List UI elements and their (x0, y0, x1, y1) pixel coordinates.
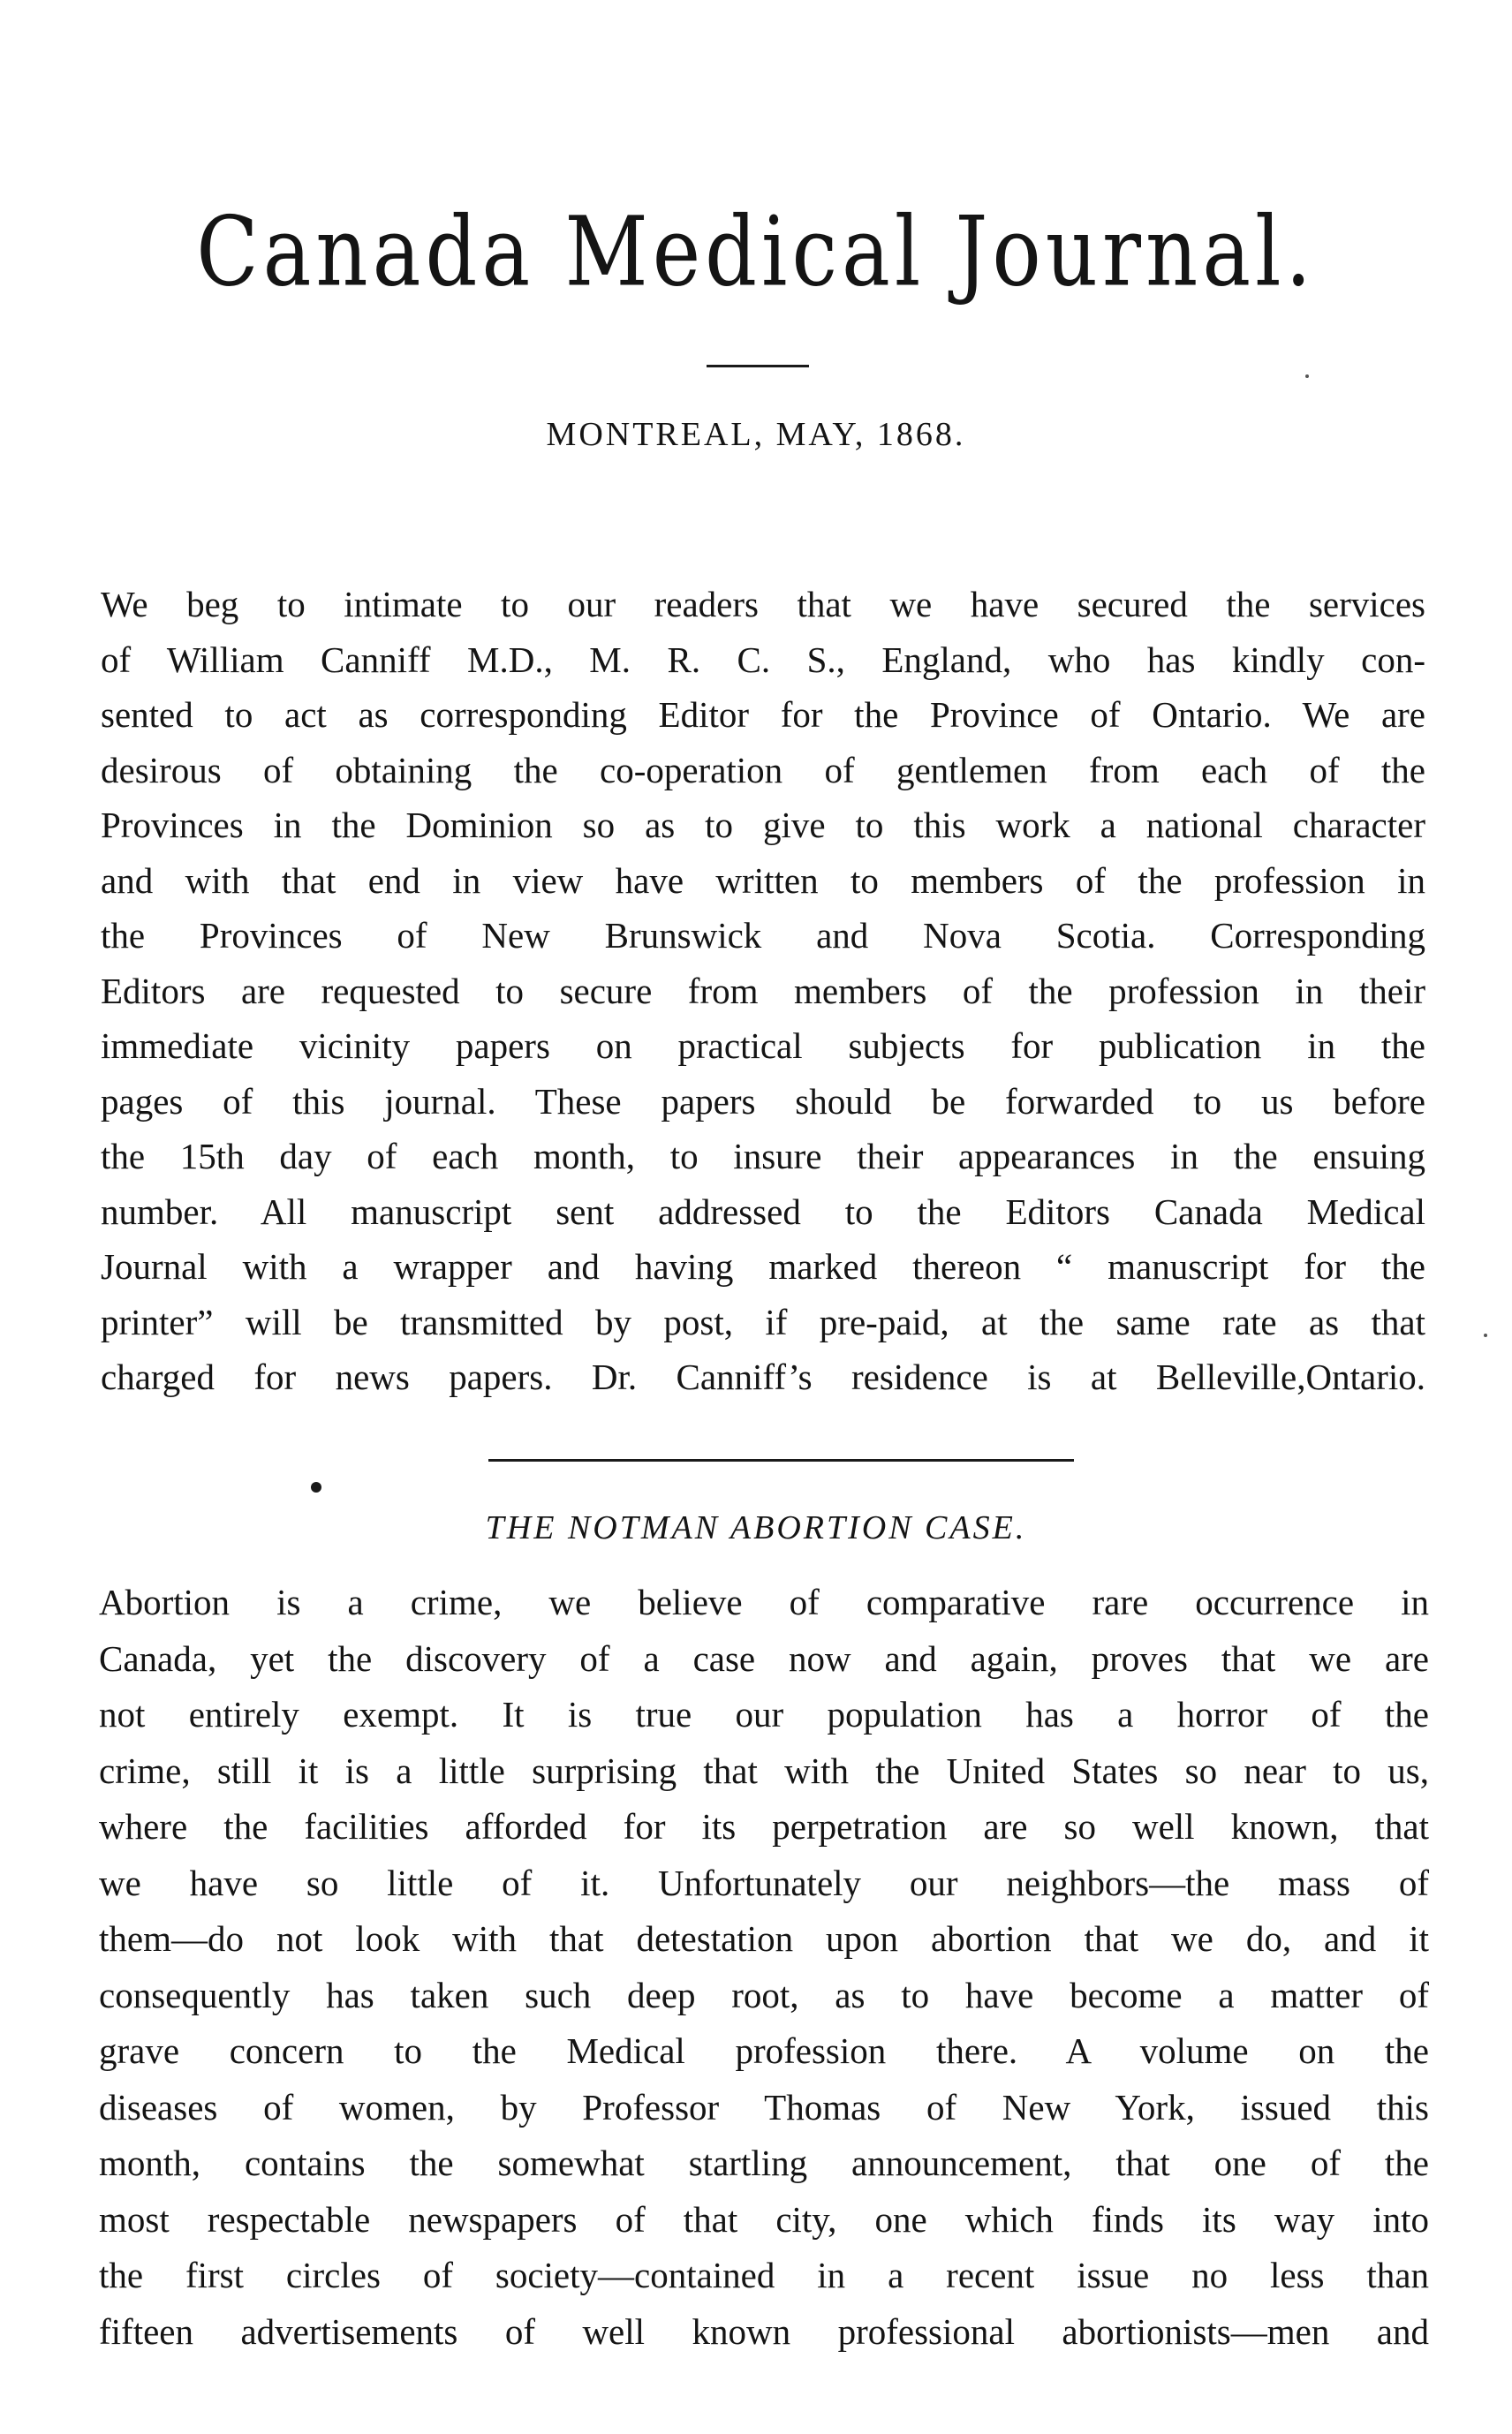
text-line: not entirely exempt. It is true our population has a horror of the (99, 1694, 1429, 1735)
text-line: the first circles of society—contained in a recent issue no less than (99, 2255, 1429, 2295)
print-speck (1305, 374, 1309, 378)
dateline: MONTREAL, MAY, 1868. (546, 416, 966, 453)
text-line: the Provinces of New Brunswick and Nova Scotia. Corresponding (101, 915, 1425, 956)
journal-masthead: Canada Medical Journal. (196, 196, 1316, 308)
text-line: of William Canniff M.D., M. R. C. S., England, who has kindly con- (101, 639, 1425, 680)
masthead-rule (707, 365, 809, 367)
article-paragraph (99, 1575, 1429, 2360)
text-line: Canada, yet the discovery of a case now and again, proves that we are (99, 1637, 1429, 1679)
text-line: Provinces in the Dominion so as to give to this work a national character (101, 805, 1425, 845)
text-line: We beg to intimate to our readers that we have secured the services (101, 584, 1425, 624)
article-heading: THE NOTMAN ABORTION CASE. (485, 1509, 1027, 1546)
text-line: desirous of obtaining the co-operation of gentlemen from each of the (101, 749, 1425, 790)
text-line: we have so little of it. Unfortunately our neighbors—the mass of (99, 1862, 1429, 1903)
text-line: diseases of women, by Professor Thomas of New York, issued this (99, 2086, 1429, 2128)
section-divider (488, 1459, 1074, 1462)
text-line: Editors are requested to secure from members of the profession in their (101, 970, 1425, 1011)
text-line: Abortion is a crime, we believe of comparative rare occurrence in (99, 1582, 1429, 1622)
text-line: printer” will be transmitted by post, if pre-paid, at the same rate as that (101, 1301, 1425, 1342)
text-line: most respectable newspapers of that city, one which finds its way into (99, 2198, 1429, 2240)
text-line: sented to act as corresponding Editor for the Province of Ontario. We are (101, 694, 1425, 735)
text-line: crime, still it is a little surprising that with the United States so near to us, (99, 1750, 1429, 1791)
editorial-paragraph (101, 577, 1425, 1405)
text-line: Journal with a wrapper and having marked thereon “ manuscript for the (101, 1246, 1425, 1287)
text-line: pages of this journal. These papers should be forwarded to us before (101, 1080, 1425, 1122)
text-line: number. All manuscript sent addressed to the Editors Canada Medical (101, 1191, 1425, 1232)
text-line: month, contains the somewhat startling announcement, that one of the (99, 2143, 1429, 2183)
print-speck (1484, 1334, 1487, 1337)
text-line: consequently has taken such deep root, as to have become a matter of (99, 1974, 1429, 2015)
text-line: the 15th day of each month, to insure their appearances in the ensuing (101, 1136, 1425, 1176)
text-line: where the facilities afforded for its perpetration are so well known, that (99, 1806, 1429, 1847)
bullet-mark (311, 1482, 321, 1493)
text-line: and with that end in view have written to members of the profession in (101, 859, 1425, 901)
text-line: fifteen advertisements of well known professional abortionists—men and (99, 2310, 1429, 2352)
text-line: immediate vicinity papers on practical subjects for publication in the (101, 1025, 1425, 1066)
text-line: charged for news papers. Dr. Canniff’s residence is at Belleville,Ontario. (101, 1357, 1425, 1397)
text-line: them—do not look with that detestation upon abortion that we do, and it (99, 1918, 1429, 1959)
text-line: grave concern to the Medical profession there. A volume on the (99, 2030, 1429, 2071)
